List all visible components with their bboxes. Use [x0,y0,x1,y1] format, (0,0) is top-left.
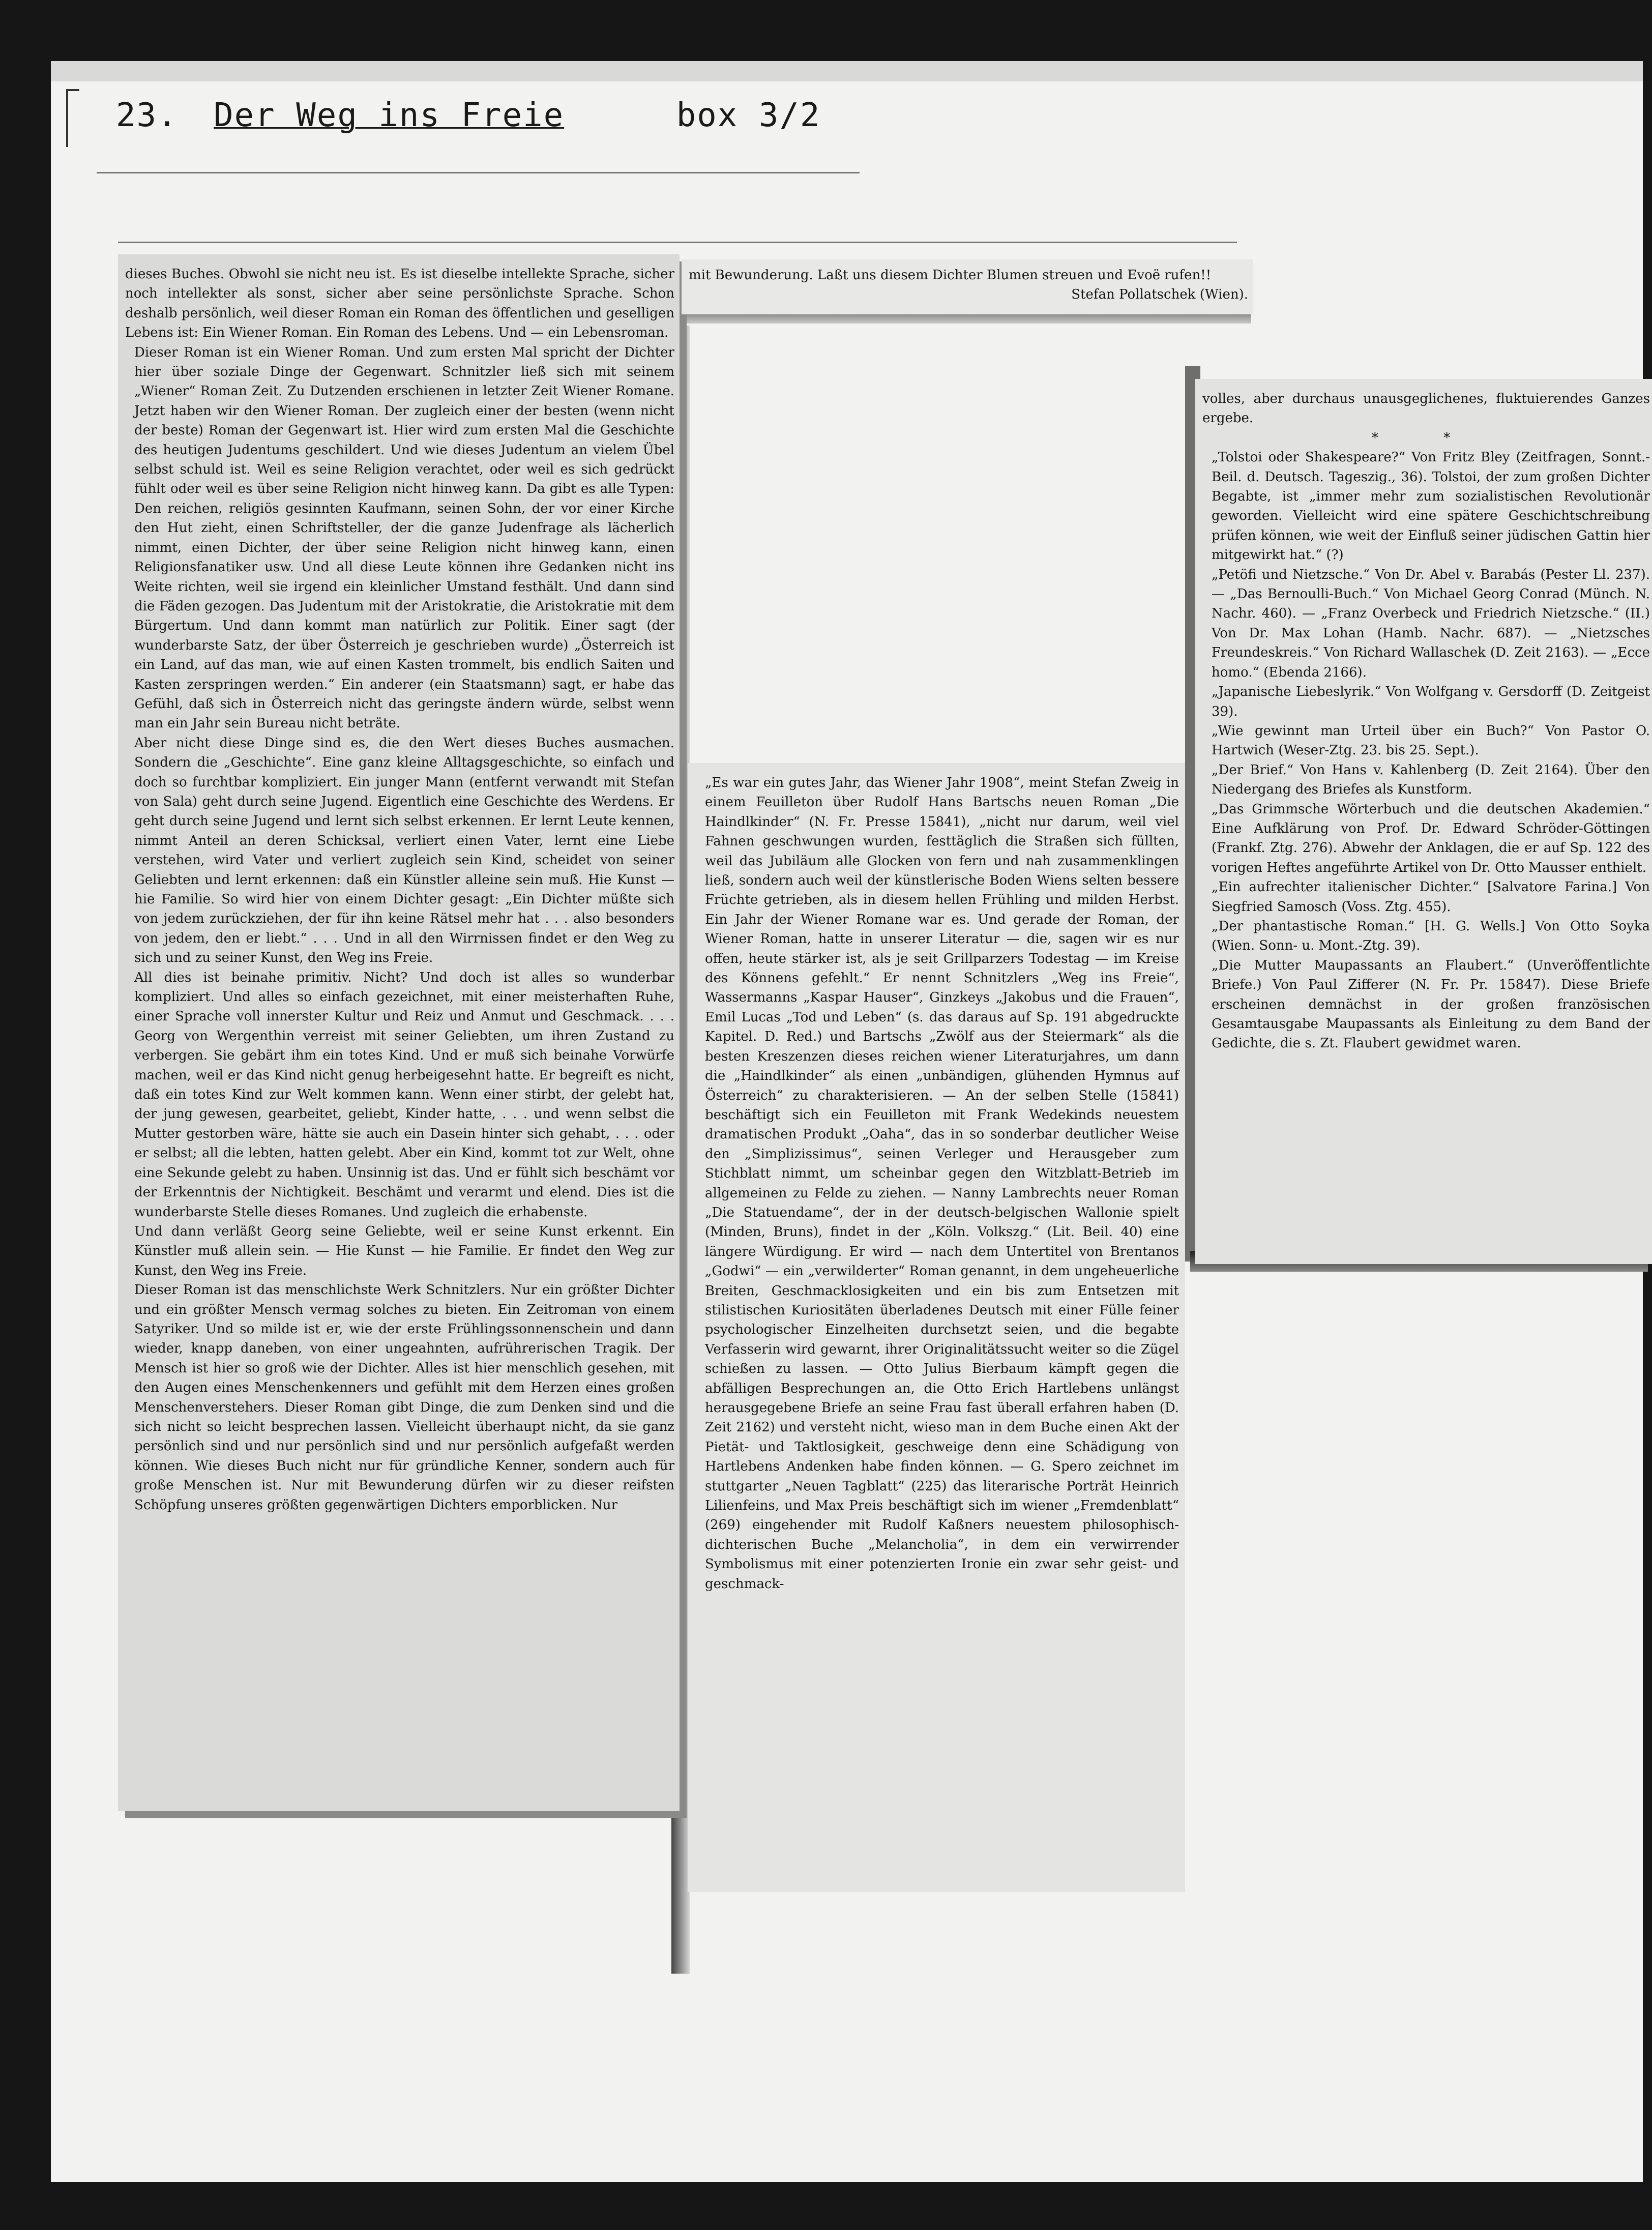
folder-header [116,97,820,148]
corner-bracket [66,89,79,147]
divider-line-1 [97,172,860,173]
review-paragraph: Dieser Roman ist ein Wiener Roman. Und zum ersten Mal spricht der Dichter hier über soziale Dinge der Gegenwart. Schnitzler ließ sich mit seinem „Wiener“ Roman Zeit. Zu Dutzenden erschienen in letzter Zeit Wiener Romane. Jetzt haben wir den Wiener Roman. Der zugleich einer der besten (wenn nicht der beste) Roman der Gegenwart ist. Hier wird zum ersten Mal die Geschichte des heutigen Judentums geschildert. Und wie dieses Judentum an vielem Übel selbst schuld ist. Weil es seine Religion verachtet, oder weil es sich gedrückt fühlt oder weil es über seine Religion nicht hinweg kann. Da gibt es alle Typen: Den reichen, religiös gesinnten Kaufmann, seinen Sohn, der vor einer Kirche den Hut zieht, einen Schriftsteller, der die ganze Judenfrage als lächerlich nimmt, einen Dichter, der über seine Religion nicht hinweg kann, einen Religionsfanatiker usw. Und all diese Leute können ihre Gedanken nicht ins Weite richten, weil sie irgend ein kleinlicher Umstand festhält. Und dann sind die Fäden gezogen. Das Judentum mit der Aristokratie, die Aristokratie mit dem Bürgertum. Und dann kommt man natürlich zur Politik. Einer sagt (der wunderbarste Satz, der über Österreich je geschrieben wurde) „Österreich ist ein Land, auf das man, wie auf einen Kasten trommelt, bis endlich Saiten und Kasten zerspringen werden.“ Ein anderer (ein Staatsmann) sagt, er habe das Gefühl, daß sich in Österreich nicht das geringste ändern würde, selbst wenn man ein Jahr sein Bureau nicht beträte. [134,344,674,731]
review-paragraph: Dieser Roman ist das menschlichste Werk Schnitzlers. Nur ein größter Dichter und ein größter Mensch vermag solches zu bieten. Ein Zeitroman von einem Satyriker. Und so milde ist er, wie der erste Frühlingssonnenschein und dann wieder, knapp daneben, von einer ungeahnten, aufrührerischen Tragik. Der Mensch ist hier so groß wie der Dichter. Alles ist hier menschlich gesehen, mit den Augen eines Menschenkenners und gefühlt mit dem Herzen eines großen Menschenverstehers. Dieser Roman gibt Dinge, die zum Denken sind und die sich nicht so leicht besprechen lassen. Vielleicht überhaupt nicht, da sie ganz persönlich sind und nur persönlich sind und nur persönlich aufgefaßt werden können. Wie dieses Buch nicht nur für gründliche Kenner, sondern auch für große Menschen ist. Nur mit Bewunderung dürfen wir zu dieser reifsten Schöpfung unseres größten gegenwärtigen Dichters emporblicken. Nur [134,1282,674,1513]
list-item: „Petöfi und Nietzsche.“ Von Dr. Abel v. Barabás (Pester Ll. 237). — „Das Bernoulli-Buch.“ Von Michael Georg Conrad (Münch. N. Nachr. 460). — „Franz Overbeck und Friedrich Nietzsche.“ (II.) Von Dr. Max Lohan (Hamb. Nachr. 687). — „Nietzsches Freundeskreis.“ Von Richard Wallaschek (D. Zeit 2163). — „Ecce homo.“ (Ebenda 2166). [1212,567,1650,680]
folder-number: 23. [116,97,178,134]
list-item: „Japanische Liebeslyrik.“ Von Wolfgang v. Gersdorff (D. Zeitgeist 39). [1212,684,1650,719]
review-paragraph: All dies ist beinahe primitiv. Nicht? Und doch ist alles so wunderbar kompliziert. Und alles so einfach gezeichnet, mit einer meisterhaften Ruhe, einer Sprache voll innerster Kultur und Reiz und Anmut und Geschmack. . . . Georg von Wergenthin verreist mit seiner Geliebten, um ihren Zustand zu verbergen. Sie gebärt ihm ein totes Kind. Und er muß sich beinahe Vorwürfe machen, weil er das Kind nicht genug herbeigesehnt hatte. Er begreift es nicht, daß ein totes Kind zur Welt kommen kann. Wenn einer stirbt, der gelebt hat, der jung gewesen, gearbeitet, geliebt, Kinder hatte, . . . und wenn selbst die Mutter gestorben wäre, hätte sie auch ein Dasein hinter sich gehabt, . . . oder er selbst; all die lebten, hatten gelebt. Aber ein Kind, kommt tot zur Welt, ohne eine Sekunde gelebt zu haben. Unsinnig ist das. Und er fühlt sich beschämt vor der Erkenntnis der Nichtigkeit. Beschämt und verarmt und elend. Dies ist die wunderbarste Stelle dieses Romanes. Und zugleich die erhabenste. [134,970,674,1220]
list-item: „Das Grimmsche Wörterbuch und die deutschen Akademien.“ Eine Aufklärung von Prof. Dr. Edward Schröder-Göttingen (Frankf. Ztg. 276). Abwehr der Anklagen, die er auf Sp. 122 des vorigen Heftes angeführte Artikel von Dr. Otto Mausser enthielt. [1212,801,1650,875]
review-paragraph: dieses Buches. Obwohl sie nicht neu ist. Es ist dieselbe intellekte Sprache, sicher noch intellekter als sonst, sicher aber seine persönlichste Sprache. Schon deshalb persönlich, weil dieser Roman ein Roman des öffentlichen und geselligen Lebens ist: Ein Wiener Roman. Ein Roman des Lebens. Und — ein Lebensroman. [125,267,674,341]
divider-line-2 [118,242,1237,243]
list-item: „Wie gewinnt man Urteil über ein Buch?“ Von Pastor O. Hartwich (Weser-Ztg. 23. bis 25. Sept.). [1212,723,1650,758]
newspaper-clipping-literary-column [688,763,1185,1892]
box-label: box 3/2 [676,97,821,134]
list-item: „Tolstoi oder Shakespeare?“ Von Fritz Bley (Zeitfragen, Sonnt.-Beil. d. Deutsch. Tageszig., 36). Tolstoi, der zum großen Dichter Begabte, ist „immer mehr zum sozialistischen Revolutionär geworden. Vielleicht wird eine spätere Geschichtschreibung prüfen können, wie weit der Einfluß seiner jüdischen Gattin hier mitgewirkt hat.“ (?) [1212,450,1650,563]
sheet-top-shadow [51,61,1643,81]
folder-title: Der Weg ins Freie [214,97,565,134]
author-credit: Stefan Pollatschek (Wien). [1071,287,1248,303]
list-item: „Der Brief.“ Von Hans v. Kahlenberg (D. Zeit 2164). Über den Niedergang des Briefes als Kunstform. [1212,762,1650,798]
list-item: „Ein aufrechter italienischer Dichter.“ [Salvatore Farina.] Von Siegfried Samosch (Voss. Ztg. 455). [1212,879,1650,915]
newspaper-clipping-review [118,254,680,1811]
list-item: „Der phantastische Roman.“ [H. G. Wells.] Von Otto Soyka (Wien. Sonn- u. Mont.-Ztg. 39). [1212,918,1650,954]
review-paragraph: Und dann verläßt Georg seine Geliebte, weil er seine Kunst erkennt. Ein Künstler muß allein sein. — Hie Kunst — hie Familie. Er findet den Weg zur Kunst, den Weg ins Freie. [134,1223,674,1278]
newspaper-clipping-article-list [1195,379,1652,1264]
review-paragraph: Aber nicht diese Dinge sind es, die den Wert dieses Buches ausmachen. Sondern die „Geschichte“. Eine ganz kleine Alltagsgeschichte, so einfach und doch so furchtbar kompliziert. Ein junger Mann (entfernt verwandt mit Stefan von Sala) geht durch seine Jugend. Eigentlich eine Geschichte des Werdens. Er geht durch seine Jugend und lernt sich selbst erkennen. Er lernt Leute kennen, nimmt Anteil an deren Schicksal, verliert einen Vater, lernt eine Liebe verstehen, wird Vater und verliert zugleich sein Kind, scheidet von seiner Geliebten und lernt erkennen: daß ein Künstler alleine sein muß. Hie Kunst — hie Familie. So wird hier von einem Dichter gesagt: „Ein Dichter müßte sich von jedem zurückziehen, der für ihn keine Rätsel mehr hat . . . also besonders von jedem, den er liebt.“ . . . Und in all den Wirrnissen findet er den Weg zu sich und zu seiner Kunst, den Weg ins Freie. [134,735,674,966]
section-stars: * * [1371,430,1481,446]
list-intro: volles, aber durchaus unausgeglichenes, fluktuierendes Ganzes ergebe. [1202,391,1650,426]
column-paragraph: „Es war ein gutes Jahr, das Wiener Jahr 1908“, meint Stefan Zweig in einem Feuilleton über Rudolf Hans Bartschs neuen Roman „Die Haindlkinder“ (N. Fr. Presse 15841), „nicht nur darum, weil viel Fahnen geschwungen wurden, festtäglich die Straßen sich füllten, weil das Jubiläum alle Glocken von fern und nah zusammenklingen ließ, sondern auch weil der künstlerische Boden Wiens selten bessere Früchte getrieben, als in diesem hellen Frühling und milden Herbst. Ein Jahr der Wiener Romane war es. Und gerade der Roman, der Wiener Roman, hatte in unserer Literatur — die, sagen wir es nur offen, heute stärker ist, als je seit Grillparzers Todestag — im Kreise des Könnens gefehlt.“ Er nennt Schnitzlers „Weg ins Freie“, Wassermanns „Kaspar Hauser“, Ginzkeys „Jakobus und die Frauen“, Emil Lucas „Tod und Leben“ (s. das daraus auf Sp. 191 abgedruckte Kapitel. D. Red.) und Bartschs „Zwölf aus der Steiermark“ als die besten Kreszenzen dieses reichen wiener Literaturjahres, um dann die „Haindlkinder“ als einen „unbändigen, glühenden Hymnus auf Österreich“ zu charakterisieren. — An der selben Stelle (15841) beschäftigt sich ein Feuilleton mit Frank Wedekinds neuestem dramatischen Produkt „Oaha“, das in so sonderbar deutlicher Weise den „Simplizissimus“, seinen Verleger und Herausgeber zum Stichblatt nimmt, um scheinbar gegen den Witzblatt-Betrieb im allgemeinen zu Felde zu ziehen. — Nanny Lambrechts neuer Roman „Die Statuendame“, der in der deutsch-belgischen Wallonie spielt (Minden, Bruns), findet in der „Köln. Volkszg.“ (Lit. Beil. 40) eine längere Würdigung. Er wird — nach dem Untertitel von Brentanos „Godwi“ — ein „verwilderter“ Roman genannt, in dem ungeheuerliche Breiten, Geschmacklosigkeiten und ein bis zum Entsetzen mit stilistischen Kuriositäten überladenes Deutsch mit einer Fülle feiner psychologischer Einzelheiten durchsetzt seien, und die begabte Verfasserin wird gewarnt, ihrer Originalitätssucht weiter so die Zügel schießen zu lassen. — Otto Julius Bierbaum kämpft gegen die abfälligen Besprechungen an, die Otto Erich Hartlebens unlängst herausgegebene Briefe an seine Frau fast überall erfahren haben (D. Zeit 2162) und versteht nicht, wieso man in dem Buche einen Akt der Pietät- und Taktlosigkeit, geschweige denn eine Schädigung von Hartlebens Andenken habe finden können. — G. Spero zeichnet im stuttgarter „Neuen Tagblatt“ (225) das literarische Porträt Heinrich Lilienfeins, und Max Preis beschäftigt sich im wiener „Fremdenblatt“ (269) eingehender mit Rudolf Kaßners neuestem philosophisch-dichterischen Buche „Melancholia“, in dem ein verwirrender Symbolismus mit einer potenzierten Ironie ein zwar sehr geist- und geschmack- [705,775,1179,1592]
ending-text: mit Bewunderung. Laßt uns diesem Dichter Blumen streuen und Evoë rufen!! [689,268,1212,283]
list-item: „Die Mutter Maupassants an Flaubert.“ (Unveröffentlichte Briefe.) Von Paul Zifferer (N. Fr. Pr. 15847). Diese Briefe erscheinen demnächst in der großen französischen Gesamtausgabe Maupassants als Einleitung zu dem Band der Gedichte, die s. Zt. Flaubert gewidmet waren. [1212,957,1650,1051]
newspaper-clipping-ending [682,259,1253,314]
